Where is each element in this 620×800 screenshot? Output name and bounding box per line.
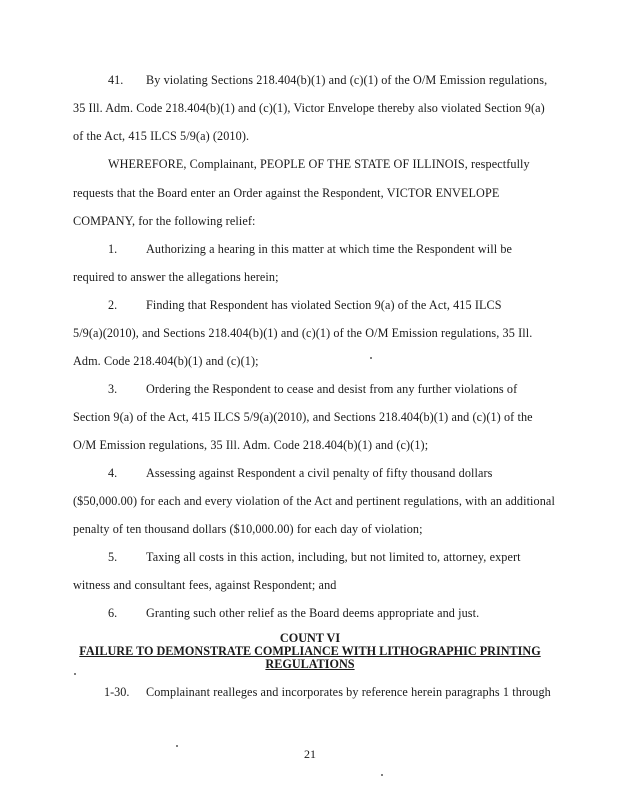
relief-5-line: witness and consultant fees, against Respondent; and xyxy=(73,578,337,592)
relief-6-line: Granting such other relief as the Board deems appropriate and just. xyxy=(146,606,480,620)
relief-3-line: O/M Emission regulations, 35 Ill. Adm. Code 218.404(b)(1) and (c)(1); xyxy=(73,438,429,452)
realleges-number: 1-30. xyxy=(104,685,130,699)
count-subtitle-line-2: REGULATIONS xyxy=(265,657,355,671)
count-title: COUNT VI xyxy=(279,631,341,645)
relief-5-line: Taxing all costs in this action, including, but not limited to, attorney, expert xyxy=(146,550,521,564)
relief-2-line: 5/9(a)(2010), and Sections 218.404(b)(1) and (c)(1) of the O/M Emission regulations, 35 Ill. xyxy=(73,326,533,340)
relief-3-line: Section 9(a) of the Act, 415 ILCS 5/9(a)(2010), and Sections 218.404(b)(1) and (c)(1) of the xyxy=(73,410,533,424)
relief-5-number: 5. xyxy=(108,550,118,564)
relief-4-number: 4. xyxy=(108,466,118,480)
paragraph-41-line: of the Act, 415 ILCS 5/9(a) (2010). xyxy=(73,129,250,143)
relief-6-number: 6. xyxy=(108,606,118,620)
paragraph-41-line: 35 Ill. Adm. Code 218.404(b)(1) and (c)(1), Victor Envelope thereby also violated Section 9(a) xyxy=(73,101,545,115)
realleges-line: Complainant realleges and incorporates by reference herein paragraphs 1 through xyxy=(146,685,551,699)
wherefore-line: WHEREFORE, Complainant, PEOPLE OF THE STATE OF ILLINOIS, respectfully xyxy=(108,157,530,171)
relief-1-number: 1. xyxy=(108,242,118,256)
relief-3-line: Ordering the Respondent to cease and desist from any further violations of xyxy=(146,382,518,396)
scan-speck xyxy=(176,745,178,747)
relief-3-number: 3. xyxy=(108,382,118,396)
relief-2-line: Adm. Code 218.404(b)(1) and (c)(1); xyxy=(73,354,259,368)
relief-2-number: 2. xyxy=(108,298,118,312)
relief-1-line: required to answer the allegations herein; xyxy=(73,270,279,284)
scan-speck xyxy=(74,673,76,675)
page-number: 21 xyxy=(304,747,316,761)
relief-1-line: Authorizing a hearing in this matter at which time the Respondent will be xyxy=(146,242,513,256)
relief-4-line: Assessing against Respondent a civil penalty of fifty thousand dollars xyxy=(146,466,493,480)
relief-2-line: Finding that Respondent has violated Section 9(a) of the Act, 415 ILCS xyxy=(146,298,502,312)
paragraph-41-number: 41. xyxy=(108,73,124,87)
wherefore-line: requests that the Board enter an Order against the Respondent, VICTOR ENVELOPE xyxy=(73,186,500,200)
paragraph-41-line: By violating Sections 218.404(b)(1) and (c)(1) of the O/M Emission regulations, xyxy=(146,73,548,87)
scan-speck xyxy=(381,774,383,776)
relief-4-line: penalty of ten thousand dollars ($10,000.00) for each day of violation; xyxy=(73,522,423,536)
count-subtitle-line-1: FAILURE TO DEMONSTRATE COMPLIANCE WITH LITHOGRAPHIC PRINTING xyxy=(79,644,541,658)
scan-speck xyxy=(370,357,372,359)
wherefore-line: COMPANY, for the following relief: xyxy=(73,214,256,228)
relief-4-line: ($50,000.00) for each and every violation of the Act and pertinent regulations, with an additional xyxy=(73,494,555,508)
